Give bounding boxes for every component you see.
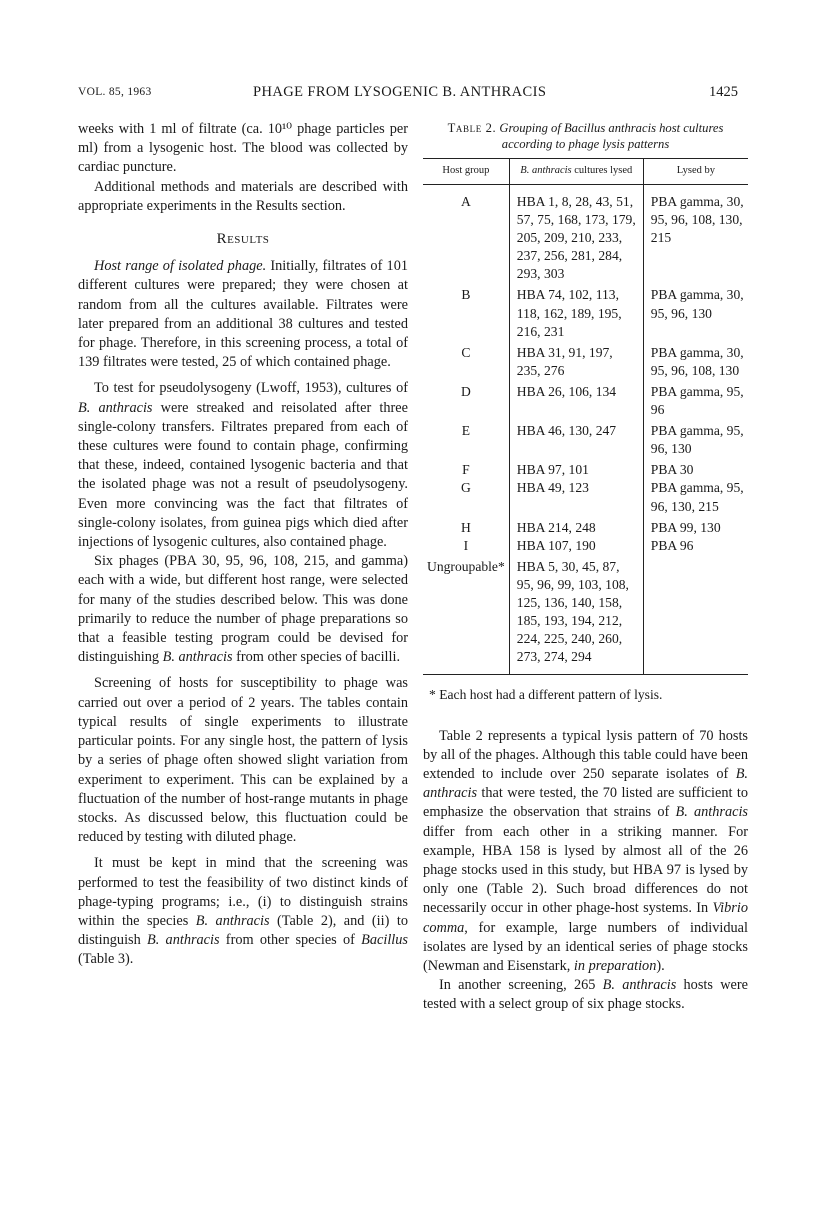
table-row: A HBA 1, 8, 28, 43, 51, 57, 75, 168, 173, 179, 205, 209, 210, 233, 237, 256, 281, 284, 293, 303 PBA gamma, 30, 95, 96, 108, 130, 215 <box>423 185 748 284</box>
right-column <box>423 120 748 1015</box>
table-row: F HBA 97, 101 PBA 30 <box>423 458 748 479</box>
table-row: B HBA 74, 102, 113, 118, 162, 189, 195, 216, 231 PBA gamma, 30, 95, 96, 130 <box>423 283 748 340</box>
paragraph-screening: Screening of hosts for susceptibility to phage was carried out over a period of 2 years. The tables contain typical results of single experiments to illustrate particular points. For any single host, the pattern of lysis by a series of phage often showed slight variation from experiment to experiment. This can be explained by a fluctuation of the number of host-range mutants in phage stocks. As discussed below, this fluctuation could be reduced by testing with diluted phage. <box>78 675 408 846</box>
running-title: PHAGE FROM LYSOGENIC B. ANTHRACIS <box>253 84 547 100</box>
paragraph-additional-methods: Additional methods and materials are described with appropriate experiments in the Results section. <box>78 178 408 214</box>
paragraph-kept-in-mind: It must be kept in mind that the screening was performed to test the feasibility of two distinct kinds of phage-typing programs; i.e., (i) to distinguish strains within the species B. anthracis (Table 2), and (ii) to distinguish B. anthracis from other species of Bacillus (Table 3). <box>78 855 408 968</box>
journal-volume: VOL. 85, 1963 <box>78 86 152 98</box>
paragraph-host-range: Host range of isolated phage. Initially, filtrates of 101 different cultures were prepared; they were chosen at random from all the cultures available. Filtrates were later prepared from an additional 38 cultures and tested for phage. Therefore, in this screening process, a total of 139 filtrates were tested, 25 of which contained phage. <box>78 258 408 371</box>
table-row: C HBA 31, 91, 197, 235, 276 PBA gamma, 30, 95, 96, 108, 130 <box>423 341 748 380</box>
table-row: G HBA 49, 123 PBA gamma, 95, 96, 130, 215 <box>423 479 748 515</box>
table-2 <box>423 158 748 675</box>
results-heading: Results <box>216 231 270 248</box>
paragraph-another-screening: In another screening, 265 B. anthracis hosts were tested with a select group of six phage stocks. <box>423 977 748 1013</box>
left-column <box>78 120 408 970</box>
col-header-cultures-lysed: B. anthracis cultures lysed <box>509 159 643 185</box>
table-row: D HBA 26, 106, 134 PBA gamma, 95, 96 <box>423 380 748 419</box>
table-2-label: Table 2. <box>447 121 497 135</box>
paragraph-pseudolysogeny: To test for pseudolysogeny (Lwoff, 1953), cultures of B. anthracis were streaked and reisolated after three single-colony transfers. Filtrates prepared from each of these cultures were found to contain phage, confirming that these, indeed, contained lysogenic bacteria and that the isolated phage was not a result of pseudolysogeny. Even more convincing was the fact that filtrates of single-colony isolates, from guinea pigs which died after injections of lysogenic cultures, also contained phage. <box>78 380 408 551</box>
table-row: H HBA 214, 248 PBA 99, 130 <box>423 516 748 537</box>
paragraph-table-2-discussion: Table 2 represents a typical lysis pattern of 70 hosts by all of the phages. Although this table could have been extended to include over 250 separate isolates of B. anthracis that were tested, the 70 listed are sufficient to emphasize the observation that strains of B. anthracis differ from each other in a striking manner. For example, HBA 158 is lysed by almost all of the 26 phage stocks used in this study, but HBA 97 is lysed by only one (Table 2). Such broad differences do not necessarily occur in other phage-host systems. In Vibrio comma, for example, large numbers of individual isolates are lysed by an identical series of phage stocks (Newman and Eisenstark, in preparation). <box>423 727 748 974</box>
table-2-caption: Table 2. Grouping of Bacillus anthracis host cultures according to phage lysis patterns <box>447 121 724 151</box>
table-2-footnote: * Each host had a different pattern of lysis. <box>429 687 663 703</box>
col-header-host-group: Host group <box>423 159 509 185</box>
col-header-lysed-by: Lysed by <box>676 165 715 176</box>
paragraph-six-phages: Six phages (PBA 30, 95, 96, 108, 215, and gamma) each with a wide, but different host range, were selected for many of the studies described below. This was done primarily to reduce the number of phage preparations so that a feasible testing program could be devised for distinguishing B. anthracis from other species of bacilli. <box>78 553 408 666</box>
right-column-body <box>423 727 748 1015</box>
run-in-heading: Host range of isolated phage. <box>94 258 267 275</box>
table-row: Ungroupable* HBA 5, 30, 45, 87, 95, 96, 99, 103, 108, 125, 136, 140, 158, 185, 193, 194, 212, 224, 225, 240, 260, 273, 274, 294 <box>423 555 748 675</box>
page-number: 1425 <box>709 84 738 100</box>
table-header-row <box>423 159 748 185</box>
table-row: I HBA 107, 190 PBA 96 <box>423 537 748 555</box>
table-row: E HBA 46, 130, 247 PBA gamma, 95, 96, 130 <box>423 419 748 458</box>
running-header <box>78 84 738 106</box>
paragraph-intro-continued: weeks with 1 ml of filtrate (ca. 10¹⁰ phage particles per ml) from a lysogenic host. The blood was collected by cardiac puncture. <box>78 121 408 176</box>
